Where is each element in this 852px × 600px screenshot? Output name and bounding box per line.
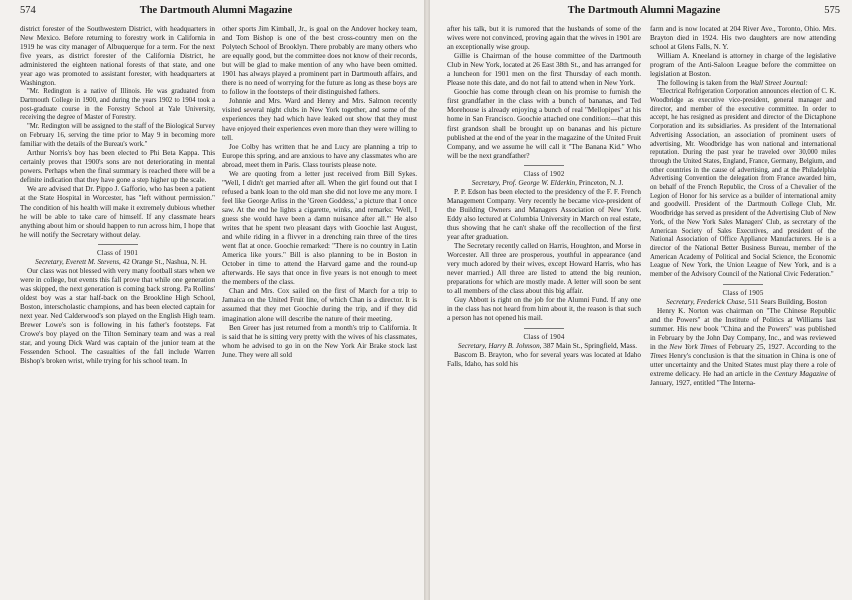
- paragraph: after his talk, but it is rumored that the husbands of some of the wives were not convinced, proving again that the wives in 1901 are an exceptionally wise group.: [447, 25, 641, 52]
- paragraph: P. P. Edson has been elected to the presidency of the F. F. French Management Company. Very recently he became vice-president of the Building Owners and Managers Association of New York. Eddy also lectured at Columbia University in March on real estate, thus showing that he can't shake off the recollection of the first year after graduation.: [447, 187, 641, 242]
- secretary-label: Secretary,: [666, 297, 695, 306]
- paragraph: other sports Jim Kimball, Jr., is goal on the Andover hockey team, and Tom Bishop is one of the best cross-country men on the Polytech School of Brooklyn. There probably are many others who are equally good, but the committee does not know of their records, but will be glad to make mention of any who have been omitted. 1901 has always played a prominent part in Dartmouth affairs, and there is no need of worrying for the future as long as these boys are to follow in the footsteps of their distinguished fathers.: [222, 25, 417, 97]
- secretary-line: [20, 258, 215, 267]
- page-number: 575: [824, 5, 840, 16]
- secretary-label: Secretary,: [457, 341, 487, 350]
- paragraph: Johnnie and Mrs. Ward and Henry and Mrs. Salmon recently visited several night clubs in New York together, and some of the experiences they had which have leaked out show that they must have enjoyed their experiences even more than they were willing to tell.: [222, 97, 417, 142]
- paragraph: [650, 307, 836, 388]
- column-4: [650, 25, 836, 597]
- secretary-line: [650, 298, 836, 307]
- paragraph: Joe Colby has written that he and Lucy are planning a trip to Europe this spring, and are anxious to have any classmates who are abroad, meet them in Paris. Class tourists please note.: [222, 142, 417, 169]
- text-run: Henry's conclusion is that the situation in China is one of utter uncertainty and the United States must play there a role of extreme delicacy. He had an article in the: [650, 352, 836, 379]
- paragraph: We are advised that Dr. Pippo J. Gafforio, who has been a patient at the State Hospital in Worcester, has "left without permission." The condition of his health will make it extremely dubious whether he will be able to take care of himself. If any classmate hears anything about him or should happen to run across him, I hope that he will notify the Secretary without delay.: [20, 185, 215, 239]
- secretary-name: Prof. George W. Elderkin,: [502, 178, 577, 187]
- secretary-label: Secretary,: [35, 257, 64, 266]
- secretary-line: [447, 179, 641, 188]
- paragraph: [650, 79, 836, 88]
- secretary-address: 42 Orange St., Nashua, N. H.: [122, 257, 207, 266]
- publication-title: New York Times: [669, 343, 717, 352]
- section-divider: [524, 328, 564, 329]
- paragraph: William A. Kneeland is attorney in charge of the legislative program of the Anti-Saloon League before the committee on legislation at Boston.: [650, 52, 836, 79]
- paragraph: Guy Abbott is right on the job for the Alumni Fund. If any one in the class has not heard from him about it, the reason is that such a person has not opened his mail.: [447, 296, 641, 323]
- text-run: of January, 1927, entitled "The Interna-: [650, 370, 836, 388]
- paragraph: farm and is now located at 204 River Ave., Toronto, Ohio. Mrs. Brayton died in 1924. His two daughters are now attending school at Glens Falls, N. Y.: [650, 25, 836, 52]
- page-number: 574: [20, 5, 36, 16]
- publication-title: Times: [650, 352, 667, 361]
- secretary-line: [447, 342, 641, 351]
- class-heading: Class of 1905: [722, 288, 764, 297]
- section-divider: [723, 284, 763, 285]
- paragraph: The Secretary recently called on Harris, Houghton, and Morse in Worcester. All three are prosperous, youthful in appearance (and very much adored by their wives, except Howard Harris, who has never married.) All three are listed to attend the big reunion, preparations for which are mostly made. A letter will soon be sent to all members of the class about this big affair.: [447, 242, 641, 296]
- secretary-address: 511 Sears Building, Boston: [748, 297, 827, 306]
- secretary-name: Everett M. Stevens,: [65, 257, 121, 266]
- column-2: [222, 25, 417, 597]
- text-run: of February 25, 1927. According to the: [716, 343, 836, 352]
- paragraph: Bascom B. Brayton, who for several years was located at Idaho Falls, Idaho, has sold his: [447, 350, 641, 368]
- section-divider: [524, 165, 564, 166]
- secretary-address: Princeton, N. J.: [578, 178, 624, 187]
- column-1: [20, 25, 215, 597]
- paragraph: district forester of the Southwestern District, with headquarters in New Mexico. Before returning to forestry work in California in 1919 he was city manager of Albuquerque for a term. For the next five years, as district forester of the California District, he administered the eighteen national forests of that state, and one year ago was promoted to assistant forester, with headquarters at Washington.: [20, 25, 215, 88]
- paragraph: Gillie is Chairman of the house committee of the Dartmouth Club in New York, located at 26 East 38th St., and has arranged for a luncheon for 1901 men on the first Thursday of each month. Please note this date, and do not fail to attend when in New York.: [447, 52, 641, 88]
- text-run: The following is taken from the: [657, 79, 751, 88]
- paragraph: "Electrical Refrigeration Corporation announces election of C. K. Woodbridge as executive vice-president, general manager and director, and member of the executive committee. In order to accept, he has resigned as president and director of the Dictaphone Corporation and its subsidiaries. As president of the International Advertising Association, an association of prominent users of advertising, Mr. Woodbridge has won national and international reputation. During the past year he traveled over 30,000 miles through the United States, England, France, Germany, Belgium, and other countries in the cause of advertising, and at the Philadelphia Advertising Convention the delegation from France awarded him, on behalf of the French Republic, the Cross of a Chevalier of the Legion of Honor for his service as a builder of international amity and goodwill. President of the Dartmouth College Club, Mr. Woodbridge has served as president of the Advertising Club of New York, of the New York Sales Managers' Club, as secretary of the American Society of Sales Executives, and president of the National Association of Office Appliance Manufacturers. He is a director of the National Better Business Bureau, member of the American Academy of Political and Social Science, the Economic League of New York, the Union League of New York, and is a member of the Advisory Council of the National Civic Federation.": [650, 88, 836, 279]
- class-heading: Class of 1901: [96, 248, 139, 257]
- text-run: Henry K. Norton was chairman on "The Chinese Republic and the Powers" at the Institute of Politics at Williams last summer. His new book "China and the Powers" was published in February by the John Day Company, Inc., and was reviewed in the: [650, 306, 836, 352]
- paragraph: Our class was not blessed with very many football stars when we were in college, but events this fall prove that while one generation was skipped, the next generation is coming back strong. Pa Rollins' oldest boy was a star half-back on the Brookline High School, Boston, interscholastic champions, and has been elected captain for next year. Ned Calderwood's son played on the English High team. Brewer Lowe's son is following in his father's footsteps. Fat Crowe's boy played on the Tilton Seminary team and was a real star, and young Dick Ward was captain of the junior team at the Fessenden School. The casualties of the fall include Warren Bishop's broken wrist, while trying for his school team. In: [20, 266, 215, 366]
- paragraph: Chan and Mrs. Cox sailed on the first of March for a trip to Jamaica on the United Fruit line, of which Chan is a director. It is assumed that they met Goochie during the trip, and if they did imagination alone will describe the nature of their meeting.: [222, 287, 417, 323]
- secretary-name: Frederick Chase,: [696, 297, 747, 306]
- class-heading: Class of 1902: [523, 169, 565, 178]
- class-heading: Class of 1904: [523, 332, 565, 341]
- paragraph: Ben Greer has just returned from a month's trip to California. It is said that he is sitting very pretty with the wives of his classmates, whom he advised to go in on the New York Air Brake stock last June. They were all sold: [222, 323, 417, 359]
- section-divider: [98, 244, 138, 245]
- paragraph: Arthur Norris's boy has been elected to Phi Beta Kappa. This certainly proves that 1900's sons are not deteriorating in mental powers. Perhaps when the final summary is reached there will be a definite indication that they have gone a step higher up the scale.: [20, 149, 215, 185]
- paragraph: "Mr. Redington is a native of Illinois. He was graduated from Dartmouth College in 1900, and during the years 1902 to 1904 took a post-graduate course in the Forestry School at Yale University, receiving the degree of Master of Forestry.: [20, 88, 215, 122]
- paragraph: Goochie has come through clean on his promise to furnish the first grandfather in the class with a bunch of bananas, and Ted Morehouse is already enjoying a bunch of real "Mellopipes" at his home in San Francisco. Goochie attached one condition:—that this first grandson shall be brought up on bananas and his picture published at the end of the year in the magazine of the United Fruit Company, and we assume he will call it "The Banana Kid." Who will be the next grandfather?: [447, 88, 641, 160]
- paragraph: "Mr. Redington will be assigned to the staff of the Biological Survey on February 16, serving the time prior to May 9 in becoming more familiar with the details of the Bureau's work.": [20, 123, 215, 148]
- paragraph: We are quoting from a letter just received from Bill Sykes. "Well, I didn't get married after all. When the girl found out that I refused a bank loan to the old man she did not love me any more. I feel like George Arliss in the 'Green Goddess,' a picture that I once saw. At the end he lights a cigarette, winks, and remarks: 'Well, I guess she would have been a damn nuisance after all.'" He also writes that he spent two pleasant days with Goochie last August, and while riding in a flivver in a drenching rain three of the tires went flat at once. Goochie remarked: "There is no country in Latin America like yours." Bill is also planning to be in Boston in October in time to attend the Harvard game and the round-up afterwards. He says that once in five years is not enough to meet the members of the class.: [222, 169, 417, 287]
- secretary-label: Secretary,: [471, 178, 501, 187]
- left-page: [0, 0, 424, 600]
- secretary-name: Harry B. Johnson,: [488, 341, 542, 350]
- running-title: The Dartmouth Alumni Magazine: [567, 5, 721, 16]
- column-3: [447, 25, 641, 597]
- publication-title: Wall Street Journal:: [750, 79, 808, 88]
- secretary-address: 387 Main St., Springfield, Mass.: [543, 341, 638, 350]
- publication-title: Century Magazine: [774, 370, 828, 379]
- running-title: The Dartmouth Alumni Magazine: [139, 5, 293, 16]
